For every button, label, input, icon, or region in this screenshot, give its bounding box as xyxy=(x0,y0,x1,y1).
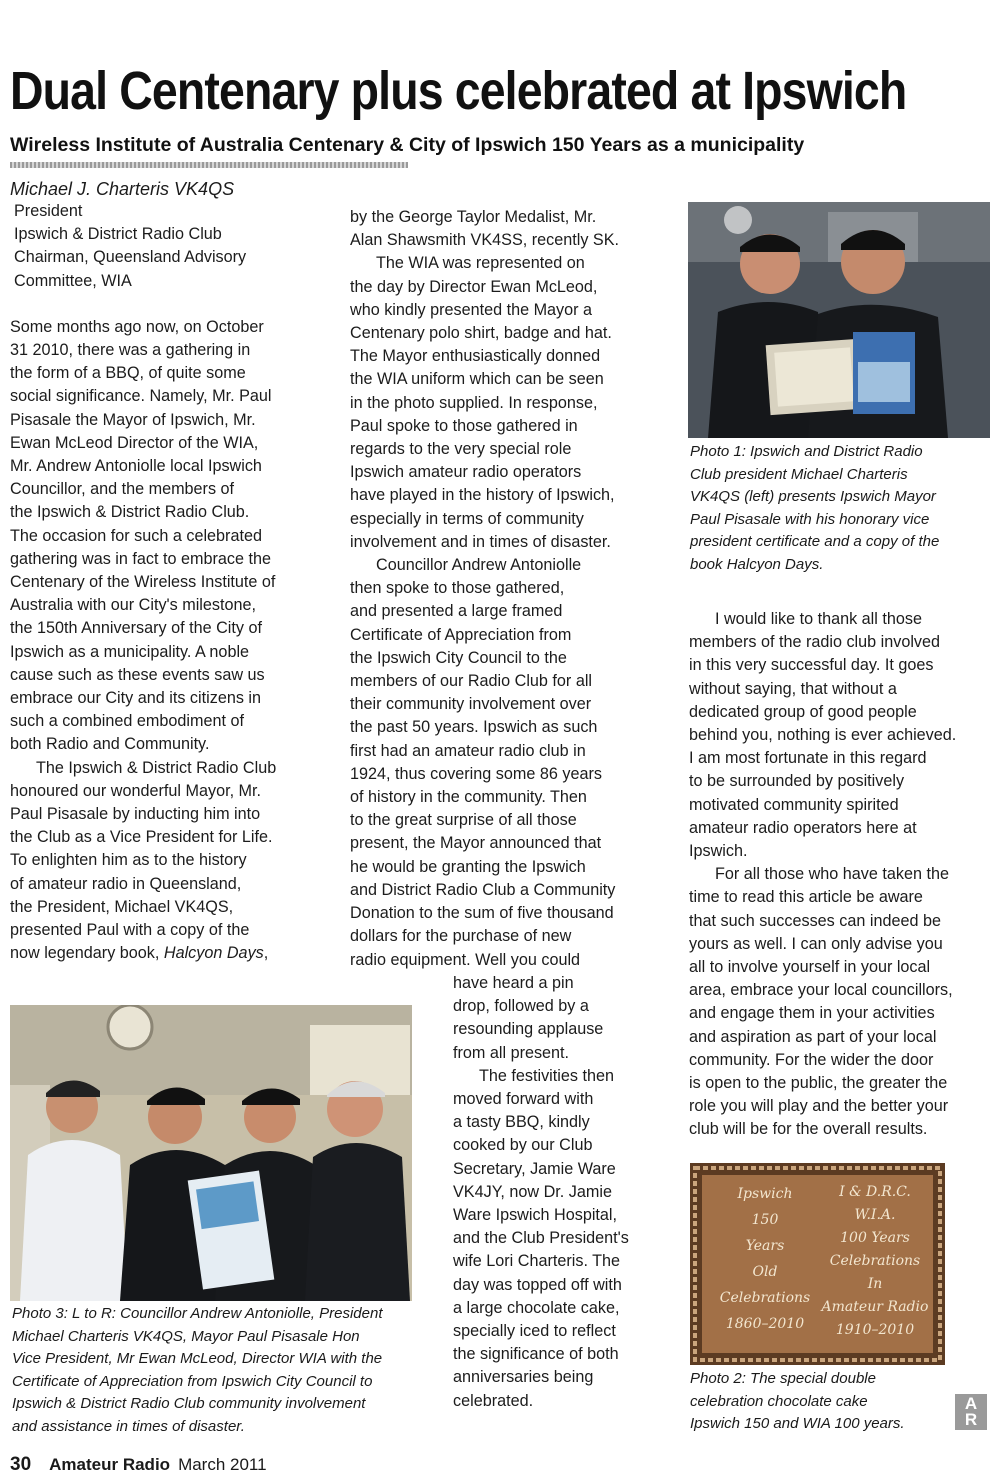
text-line: Centenary of the Wireless Institute of xyxy=(10,573,276,592)
text-line: Paul Pisasale by inducting him into xyxy=(10,805,261,824)
text-line: Councillor, and the members of xyxy=(10,480,235,499)
text-line: Paul Pisasale with his honorary vice xyxy=(690,510,930,528)
column-2-para-5 xyxy=(453,1065,653,1413)
text-line: specially iced to reflect xyxy=(453,1322,616,1341)
text-line: behind you, nothing is ever achieved. xyxy=(689,726,957,745)
text-line: the day by Director Ewan McLeod, xyxy=(350,277,598,296)
text-line: and aspiration as part of your local xyxy=(689,1027,937,1046)
page-footer xyxy=(10,1452,610,1478)
text-line: The WIA was represented on xyxy=(376,254,585,273)
text-line: celebrated. xyxy=(453,1391,534,1410)
column-1-para-1 xyxy=(10,316,328,757)
text-line: Ipswich. xyxy=(689,842,748,861)
photo-3-group xyxy=(10,1005,412,1301)
text-line: a tasty BBQ, kindly xyxy=(453,1113,590,1132)
author-name: Michael J. Charteris VK4QS xyxy=(10,179,235,199)
text-line: and the Club President's xyxy=(453,1229,629,1248)
column-3-para-2 xyxy=(689,863,989,1141)
text-line: The occasion for such a celebrated xyxy=(10,526,262,545)
text-line: book Halcyon Days. xyxy=(690,555,824,573)
column-2-para-4 xyxy=(453,972,653,1065)
text-line: members of our Radio Club for all xyxy=(350,672,593,691)
magazine-name: Amateur Radio xyxy=(49,1455,171,1474)
text-line: involvement and in times of disaster. xyxy=(350,532,611,551)
text-line: Ipswich & District Radio Club xyxy=(14,225,222,244)
text-line: club will be for the overall results. xyxy=(689,1120,928,1139)
text-line: presented Paul with a copy of the xyxy=(10,921,250,940)
photo-2-cake xyxy=(690,1163,945,1365)
text-line: their community involvement over xyxy=(350,695,592,714)
text-line: Ewan McLeod Director of the WIA, xyxy=(10,433,259,452)
text-line: social significance. Namely, Mr. Paul xyxy=(10,387,272,406)
text-line: Celebrations xyxy=(719,1290,811,1306)
text-line: 1924, thus covering some 86 years xyxy=(350,764,602,783)
text-line: Ipswich 150 and WIA 100 years. xyxy=(690,1415,905,1432)
text-line: honoured our wonderful Mayor, Mr. xyxy=(10,781,262,800)
text-line: I would like to thank all those xyxy=(715,610,922,628)
text-line: to be surrounded by positively xyxy=(689,772,905,791)
text-line: area, embrace your local councillors, xyxy=(689,981,953,1000)
text-line: W.I.A. xyxy=(854,1207,896,1223)
text-line: is open to the public, the greater the xyxy=(689,1074,948,1093)
text-line: of history in the community. Then xyxy=(350,788,587,807)
column-2 xyxy=(350,206,655,972)
text-line: a large chocolate cake, xyxy=(453,1298,620,1317)
text-line: The festivities then xyxy=(479,1066,614,1085)
text-line: Ipswich as a municipality. A noble xyxy=(10,642,250,661)
text-line: President xyxy=(14,202,83,220)
issue-date: March 2011 xyxy=(178,1455,267,1474)
text-line: of amateur radio in Queensland, xyxy=(10,874,242,893)
photo-2-caption xyxy=(690,1368,960,1436)
text-line: first had an amateur radio club in xyxy=(350,741,586,760)
column-2-para-1 xyxy=(350,206,655,252)
article-title: Dual Centenary plus celebrated at Ipswich xyxy=(10,61,907,121)
text-line: dollars for the purchase of new xyxy=(350,927,572,946)
text-line: members of the radio club involved xyxy=(689,633,941,652)
text-line: drop, followed by a xyxy=(453,997,589,1016)
amateur-radio-logo: A R xyxy=(955,1394,987,1430)
text-line: Ipswich amateur radio operators xyxy=(350,463,582,482)
title-divider xyxy=(10,162,408,168)
column-2-para-3 xyxy=(350,554,655,972)
text-line: cooked by our Club xyxy=(453,1136,593,1155)
column-1-para-2 xyxy=(10,757,328,943)
text-line: motivated community spirited xyxy=(689,795,899,814)
text-line: Centenary polo shirt, badge and hat. xyxy=(350,324,612,343)
text-line: day was topped off with xyxy=(453,1275,622,1294)
text-line: embrace our City and its citizens in xyxy=(10,689,262,708)
text-line: Chairman, Queensland Advisory xyxy=(14,248,247,267)
text-line: 1910–2010 xyxy=(835,1322,915,1338)
column-2-para-2 xyxy=(350,252,655,554)
text-line: Australia with our City's milestone, xyxy=(10,596,256,615)
text-line: Alan Shawsmith VK4SS, recently SK. xyxy=(350,231,620,250)
text-line: the past 50 years. Ipswich as such xyxy=(350,718,598,737)
text-line: community. For the wider the door xyxy=(689,1050,934,1069)
text-line: Certificate of Appreciation from xyxy=(350,625,572,644)
text-line: Secretary, Jamie Ware xyxy=(453,1159,616,1178)
text-line: he would be granting the Ipswich xyxy=(350,857,586,876)
author-affiliation xyxy=(10,200,328,293)
text-line: Photo 2: The special double xyxy=(690,1370,876,1387)
text-line: Ipswich & District Radio Club community involvement xyxy=(12,1395,366,1412)
text-line: both Radio and Community. xyxy=(10,735,210,754)
text-line: cause such as these events saw us xyxy=(10,665,265,684)
column-2-narrow xyxy=(453,972,653,1413)
text-line: who kindly presented the Mayor a xyxy=(350,300,593,319)
text-line: Certificate of Appreciation from Ipswich City Council to xyxy=(12,1372,373,1390)
text-line: such a combined embodiment of xyxy=(10,712,244,731)
cake-text-right xyxy=(816,1181,934,1342)
text-line: celebration chocolate cake xyxy=(690,1392,868,1410)
column-3-para-1 xyxy=(689,608,989,863)
text-line: For all those who have taken the xyxy=(715,865,949,884)
text-line: from all present. xyxy=(453,1043,570,1062)
text-line: moved forward with xyxy=(453,1090,594,1109)
text-line: radio equipment. Well you could xyxy=(350,950,581,969)
text-line: president certificate and a copy of the xyxy=(690,533,940,550)
text-line: dedicated group of good people xyxy=(689,702,917,721)
text-line: wife Lori Charteris. The xyxy=(453,1252,621,1271)
text-line: Pisasale the Mayor of Ipswich, Mr. xyxy=(10,410,256,429)
column-1 xyxy=(10,178,328,966)
photo-1-mayor-presentation xyxy=(688,202,990,438)
text-line: present, the Mayor announced that xyxy=(350,834,602,853)
text-line: the Ipswich City Council to the xyxy=(350,648,567,667)
text-line: VK4QS (left) presents Ipswich Mayor xyxy=(690,488,936,505)
text-line: To enlighten him as to the history xyxy=(10,851,247,870)
text-line: then spoke to those gathered, xyxy=(350,579,565,598)
text-line: the President, Michael VK4QS, xyxy=(10,897,234,916)
text-line: by the George Taylor Medalist, Mr. xyxy=(350,208,597,226)
text-line: Paul spoke to those gathered in xyxy=(350,416,578,435)
cake-text-left xyxy=(710,1181,820,1337)
text-line: I & D.R.C. xyxy=(839,1184,911,1200)
text-line: especially in terms of community xyxy=(350,509,584,528)
text-line: Club president Michael Charteris xyxy=(690,465,908,483)
text-line: Ipswich xyxy=(737,1186,793,1202)
text-line: time to read this article be aware xyxy=(689,888,923,907)
article-subtitle: Wireless Institute of Australia Centenary & City of Ipswich 150 Years as a municipality xyxy=(10,134,805,156)
text-line: amateur radio operators here at xyxy=(689,818,917,837)
text-line: The Mayor enthusiastically donned xyxy=(350,347,601,366)
column-3 xyxy=(689,608,989,1142)
text-line: have heard a pin xyxy=(453,974,574,992)
text-line: Mr. Andrew Antoniolle local Ipswich xyxy=(10,457,262,476)
text-line: Old xyxy=(752,1264,778,1280)
text-line: all to involve yourself in your local xyxy=(689,958,931,977)
text-line: yours as well. I can only advise you xyxy=(689,934,943,953)
text-line: I am most fortunate in this regard xyxy=(689,749,927,768)
text-line: and District Radio Club a Community xyxy=(350,880,616,899)
text-line: have played in the history of Ipswich, xyxy=(350,486,615,505)
text-line: the form of a BBQ, of quite some xyxy=(10,364,246,383)
page-number: 30 xyxy=(10,1454,32,1475)
text-line: the Ipswich & District Radio Club. xyxy=(10,503,250,522)
text-line: Committee, WIA xyxy=(14,271,132,290)
text-line: in this very successful day. It goes xyxy=(689,656,934,675)
text-line: Donation to the sum of five thousand xyxy=(350,904,614,923)
photo-3-caption xyxy=(12,1303,412,1438)
text-line: Photo 3: L to R: Councillor Andrew Antoniolle, President xyxy=(12,1305,383,1322)
text-line: the Club as a Vice President for Life. xyxy=(10,828,273,847)
text-line: Celebrations xyxy=(829,1253,921,1269)
text-line: the significance of both xyxy=(453,1345,619,1364)
text-line: VK4JY, now Dr. Jamie xyxy=(453,1182,612,1201)
text-line: and engage them in your activities xyxy=(689,1004,935,1023)
text-line: The Ipswich & District Radio Club xyxy=(36,758,277,777)
text-line: to the great surprise of all those xyxy=(350,811,577,830)
text-line: gathering was in fact to embrace the xyxy=(10,549,271,568)
text-line: Councillor Andrew Antoniolle xyxy=(376,556,582,575)
text-line: in the photo supplied. In response, xyxy=(350,393,598,412)
text-line: that such successes can indeed be xyxy=(689,911,941,930)
text-line: without saying, that without a xyxy=(689,679,897,698)
text-line: 100 Years xyxy=(840,1230,910,1246)
text-line: 31 2010, there was a gathering in xyxy=(10,341,251,360)
text-line: In xyxy=(867,1276,883,1292)
column-1-para-2-end: now legendary book, Halcyon Days, xyxy=(10,944,269,963)
text-line: role you will play and the better your xyxy=(689,1097,949,1116)
text-line: Years xyxy=(745,1238,785,1254)
text-line: the WIA uniform which can be seen xyxy=(350,370,604,389)
text-line: Photo 1: Ipswich and District Radio xyxy=(690,443,923,460)
text-line: Vice President, Mr Ewan McLeod, Director WIA with the xyxy=(12,1350,383,1367)
text-line: the 150th Anniversary of the City of xyxy=(10,619,262,638)
text-line: anniversaries being xyxy=(453,1368,594,1387)
text-line: Michael Charteris VK4QS, Mayor Paul Pisasale Hon xyxy=(12,1327,360,1345)
text-line: Ware Ipswich Hospital, xyxy=(453,1206,618,1225)
text-line: Some months ago now, on October xyxy=(10,317,264,336)
photo-1-caption xyxy=(690,441,990,576)
text-line: regards to the very special role xyxy=(350,440,572,459)
text-line: resounding applause xyxy=(453,1020,604,1039)
text-line: and presented a large framed xyxy=(350,602,563,621)
text-line: Amateur Radio xyxy=(821,1299,929,1315)
text-line: and assistance in times of disaster. xyxy=(12,1417,245,1435)
text-line: 150 xyxy=(751,1212,779,1228)
text-line: 1860–2010 xyxy=(725,1316,805,1332)
